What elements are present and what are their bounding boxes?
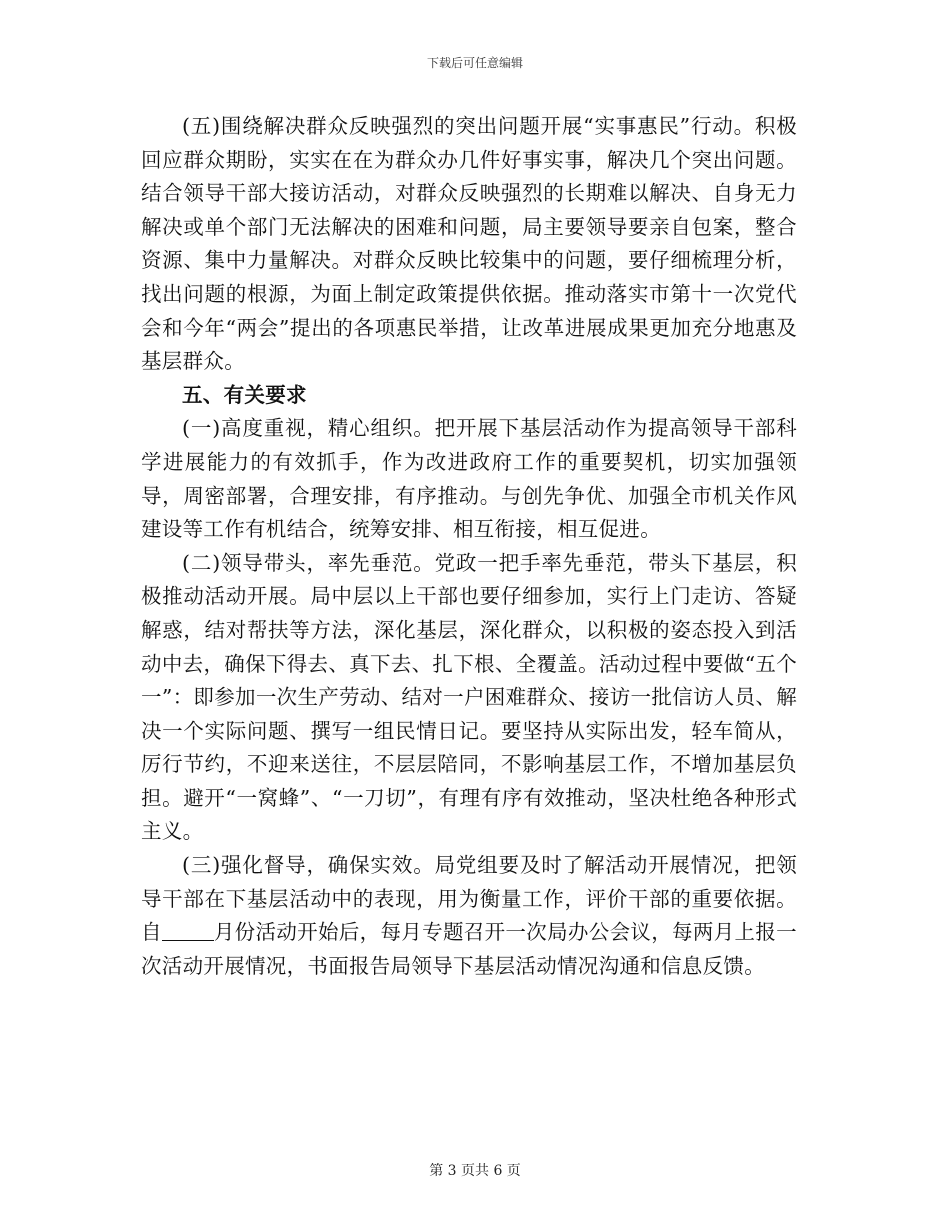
page-header: 下载后可任意编辑 <box>426 56 523 70</box>
month-blank-line <box>162 922 214 941</box>
paragraph-requirement-3 <box>141 849 797 983</box>
paragraph-requirement-2: (二)领导带头，率先垂范。党政一把手率先垂范，带头下基层，积极推动活动开展。局中层以上干部也要仔细参加，实行上门走访、答疑解惑，结对帮扶等方法，深化基层，深化群众，以积极的姿态投入到活动中去，确保下得去、真下去、扎下根、全覆盖。活动过程中要做“五个一”：即参加一次生产劳动、结对一户困难群众、接访一批信访人员、解决一个实际问题、撰写一组民情日记。要坚持从实际出发，轻车简从，厉行节约，不迎来送往，不层层陪同，不影响基层工作，不增加基层负担。避开“一窝蜂”、“一刀切”，有理有序有效推动，坚决杜绝各种形式主义。 <box>141 550 797 844</box>
section-heading-requirements: 五、有关要求 <box>182 382 307 407</box>
requirement-3-text-after-blank: 月份活动开始后，每月专题召开一次局办公会议，每两月上报一次活动开展情况，书面报告局领导下基层活动情况沟通和信息反馈。 <box>141 920 797 978</box>
paragraph-shishi-huimin: (五)围绕解决群众反映强烈的突出问题开展“实事惠民”行动。积极回应群众期盼，实实在在为群众办几件好事实事，解决几个突出问题。结合领导干部大接访活动，对群众反映强烈的长期难以解决、自身无力解决或单个部门无法解决的困难和问题，局主要领导要亲自包案，整合资源、集中力量解决。对群众反映比较集中的问题，要仔细梳理分析，找出问题的根源，为面上制定政策提供依据。推动落实市第十一次党代会和今年“两会”提出的各项惠民举措，让改革进展成果更加充分地惠及基层群众。 <box>141 114 797 374</box>
page-number-footer: 第 3 页共 6 页 <box>429 1163 521 1179</box>
requirement-3-text-before-blank: (三)强化督导，确保实效。局党组要及时了解活动开展情况，把领导干部在下基层活动中的表现，用为衡量工作，评价干部的重要依据。自 <box>141 853 797 945</box>
document-body <box>141 110 797 983</box>
paragraph-requirement-1: (一)高度重视，精心组织。把开展下基层活动作为提高领导干部科学进展能力的有效抓手，作为改进政府工作的重要契机，切实加强领导，周密部署，合理安排，有序推动。与创先争优、加强全市机关作风建设等工作有机结合，统筹安排、相互衔接，相互促进。 <box>141 416 797 542</box>
